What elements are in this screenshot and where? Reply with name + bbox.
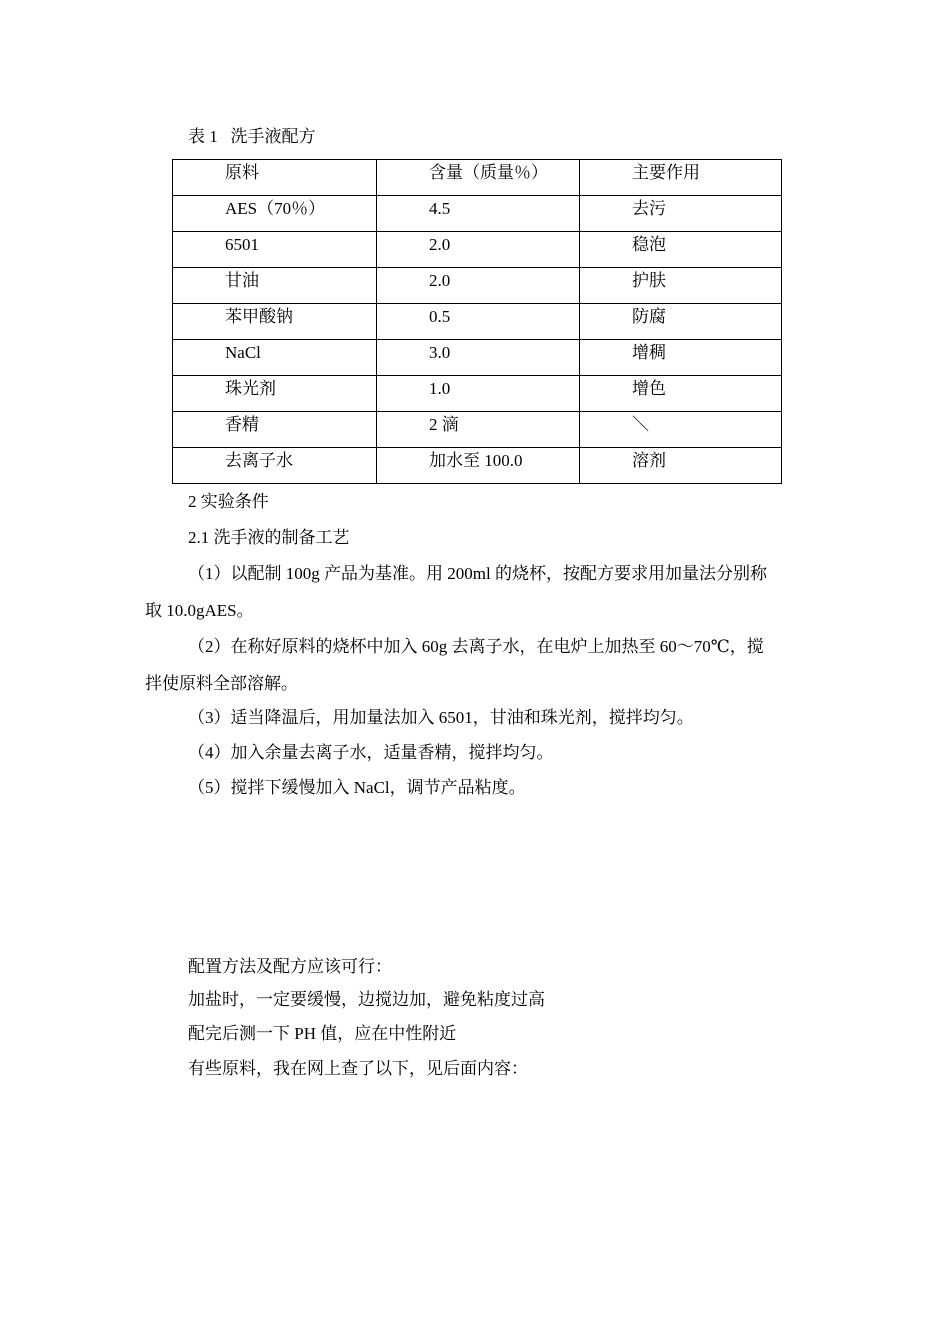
table-caption: 表 1 洗手液配方 <box>188 127 316 146</box>
function-cell: 防腐 <box>580 304 782 340</box>
section-heading: 2 实验条件 <box>188 492 269 511</box>
header-function: 主要作用 <box>580 160 782 196</box>
table-row <box>173 304 782 340</box>
table-row <box>173 448 782 484</box>
content-cell: 0.5 <box>377 304 580 340</box>
step-3: （3）适当降温后，用加量法加入 6501，甘油和珠光剂，搅拌均匀。 <box>188 708 694 727</box>
function-cell: 溶剂 <box>580 448 782 484</box>
table-row <box>173 376 782 412</box>
step-1-line-1: （1）以配制 100g 产品为基准。用 200ml 的烧杯，按配方要求用加量法分别称 <box>188 564 767 583</box>
table-header-row <box>173 160 782 196</box>
table-row <box>173 340 782 376</box>
step-2-line-2: 拌使原料全部溶解。 <box>145 674 298 693</box>
function-cell: 增色 <box>580 376 782 412</box>
content-cell: 2.0 <box>377 268 580 304</box>
material-cell: 香精 <box>173 412 377 448</box>
material-cell: 苯甲酸钠 <box>173 304 377 340</box>
header-content: 含量（质量％） <box>377 160 580 196</box>
content-cell: 4.5 <box>377 196 580 232</box>
table-row <box>173 232 782 268</box>
function-cell: ＼ <box>580 412 782 448</box>
note-line-2: 加盐时，一定要缓慢，边搅边加，避免粘度过高 <box>188 990 545 1009</box>
function-cell: 增稠 <box>580 340 782 376</box>
function-cell: 去污 <box>580 196 782 232</box>
content-cell: 加水至 100.0 <box>377 448 580 484</box>
content-cell: 2.0 <box>377 232 580 268</box>
material-cell: 6501 <box>173 232 377 268</box>
table-row <box>173 196 782 232</box>
header-material: 原料 <box>173 160 377 196</box>
note-line-3: 配完后测一下 PH 值，应在中性附近 <box>188 1024 457 1043</box>
note-line-4: 有些原料，我在网上查了以下，见后面内容： <box>188 1059 528 1078</box>
table-row <box>173 268 782 304</box>
function-cell: 护肤 <box>580 268 782 304</box>
content-cell: 1.0 <box>377 376 580 412</box>
table-row <box>173 412 782 448</box>
material-cell: 去离子水 <box>173 448 377 484</box>
material-cell: 珠光剂 <box>173 376 377 412</box>
step-4: （4）加入余量去离子水，适量香精，搅拌均匀。 <box>188 743 554 762</box>
material-cell: 甘油 <box>173 268 377 304</box>
section-subheading: 2.1 洗手液的制备工艺 <box>188 528 350 547</box>
step-1-line-2: 取 10.0gAES。 <box>145 601 254 620</box>
function-cell: 稳泡 <box>580 232 782 268</box>
step-5: （5）搅拌下缓慢加入 NaCl，调节产品粘度。 <box>188 778 526 797</box>
content-cell: 2 滴 <box>377 412 580 448</box>
note-line-1: 配置方法及配方应该可行： <box>188 957 392 976</box>
content-cell: 3.0 <box>377 340 580 376</box>
material-cell: AES（70％） <box>173 196 377 232</box>
material-cell: NaCl <box>173 340 377 376</box>
step-2-line-1: （2）在称好原料的烧杯中加入 60g 去离子水，在电炉上加热至 60～70℃，搅 <box>188 637 764 656</box>
formula-table <box>172 159 782 484</box>
